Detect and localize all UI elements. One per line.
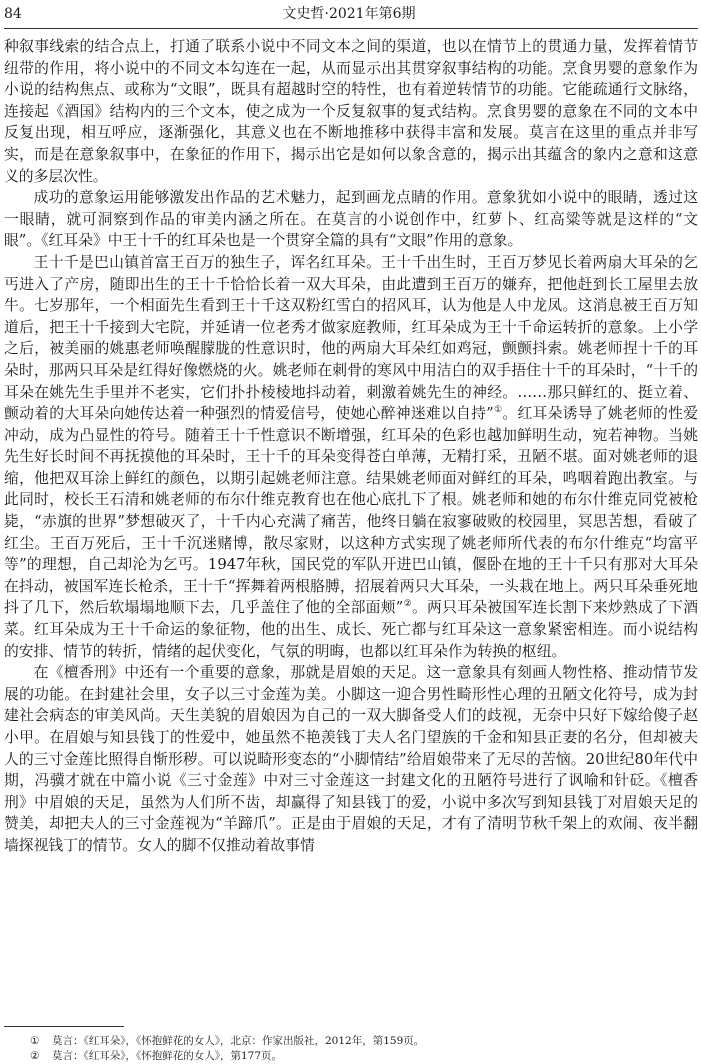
footnote-rule <box>4 1026 124 1027</box>
header-rule <box>4 28 698 29</box>
article-body <box>4 36 698 857</box>
footnote-text: 莫言：《红耳朵》，《怀抱鲜花的女人》，北京：作家出版社，2012年，第159页。 <box>52 1035 425 1047</box>
paragraph-text: 成功的意象运用能够激发出作品的艺术魅力，起到画龙点睛的作用。意象犹如小说中的眼睛，透过这一眼睛，就可洞察到作品的审美内涵之所在。在莫言的小说创作中，红萝卜、红高粱等就是这样的“文眼”。《红耳朵》中王十千的红耳朵也是一个贯穿全篇的具有“文眼”作用的意象。 <box>4 189 698 250</box>
footnote-mark: ② <box>30 1050 40 1062</box>
paragraph-text: 。两只耳朵被国军连长割下来炒熟成了下酒菜。红耳朵成为王十千命运的象征物，他的出生、成长、死亡都与红耳朵这一意象紧密相连。而小说结构的安排、情节的转折，情绪的起伏变化，气氛的明晦，也都以红耳朵作为转换的枢纽。 <box>4 599 698 660</box>
footnote-1 <box>30 1034 690 1049</box>
paragraph-4 <box>4 662 698 856</box>
paragraph-text: 。红耳朵诱导了姚老师的性爱冲动，成为凸显性的符号。随着王十千性意识不断增强，红耳朵的色彩也越加鲜明生动，宛若神物。当姚先生好长时间不再抚摸他的耳朵时，王十千的耳朵变得苍白单薄，无精打采，丑陋不堪。面对姚老师的退缩，他把双耳涂上鲜红的颜色，以期引起姚老师注意。结果姚老师面对鲜红的耳朵，鸣咽着跑出教室。与此同时，校长王石清和姚老师的布尔什维克教育也在他心底扎下了根。姚老师和她的布尔什维克同党被枪毙，“赤旗的世界”梦想破灭了，十千内心充满了痛苦，他终日躺在寂寥破败的校园里，冥思苦想，看破了红尘。王百万死后，王十千沉迷赌博，散尽家财，以这种方式实现了姚老师所代表的布尔什维克“均富平等”的理想，自己却沦为乞丐。1947年秋，国民党的军队开进巴山镇，偃卧在地的王十千只有那对大耳朵在抖动，被国军连长枪杀，王十千“挥舞着两根胳膊，招展着两只大耳朵，一头栽在地上。两只耳朵垂死地抖了几下，然后软塌塌地顺下去，几乎盖住了他的全部面颊” <box>4 405 698 617</box>
paragraph-text: 王十千是巴山镇首富王百万的独生子，诨名红耳朵。王十千出生时，王百万梦见长着两扇大耳朵的乞丐进入了产房，随即出生的王十千恰恰长着一双大耳朵，由此遭到王百万的嫌弃，把他赶到长工屋里去放牛。七岁那年，一个相面先生看到王十千这双粉红雪白的招风耳，认为他是人中龙凤。这消息被王百万知道后，把王十千接到大宅院，并延请一位老秀才做家庭教师，红耳朵成为王十千命运转折的意象。上小学之后，被美丽的姚惠老师唤醒朦胧的性意识时，他的两扇大耳朵红如鸡冠，颤颤抖索。姚老师捏十千的耳朵时，那两只耳朵是红得好像燃烧的火。姚老师在刺骨的寒风中用洁白的双手捂住十千的耳朵时，“十千的耳朵在姚先生手里并不老实，它们扑扑棱棱地抖动着，刺激着姚先生的神经。……那只鲜红的、挺立着、颤动着的大耳朵向她传达着一种强烈的情爱信号，使她心醉神迷难以自持” <box>4 253 698 423</box>
page-number: 84 <box>4 6 22 22</box>
footnote-2 <box>30 1049 690 1064</box>
footnote-ref-2[interactable]: ② <box>403 599 412 610</box>
paragraph-text: 种叙事线索的结合点上，打通了联系小说中不同文本之间的渠道，也以在情节上的贯通力量，发挥着情节纽带的作用，将小说中的不同文本勾连在一起，从而显示出其贯穿叙事结构的功能。烹食男婴的意象作为小说的结构焦点、或称为“文眼”，既具有超越时空的特性，也有着逆转情节的功能。它能疏通行文脉络，连接起《酒国》结构内的三个文本，使之成为一个反复叙事的复式结构。烹食男婴的意象在不同的文本中反复出现，相互呼应，逐渐强化，其意义也在不断地推移中获得丰富和发展。莫言在这里的重点并非写实，而是在意象叙事中，在象征的作用下，揭示出它是如何以象含意的，揭示出其蕴含的象内之意和这意义的多层次性。 <box>4 38 698 185</box>
journal-title: 文史哲·2021年第6期 <box>282 6 416 22</box>
paragraph-2 <box>4 187 698 252</box>
footnote-mark: ① <box>30 1035 40 1047</box>
paragraph-text: 在《檀香刑》中还有一个重要的意象，那就是眉娘的天足。这一意象具有刻画人物性格、推动情节发展的功能。在封建社会里，女子以三寸金莲为美。小脚这一迎合男性畸形性心理的丑陋文化符号，成为封建社会病态的审美风尚。天生美貌的眉娘因为自己的一双大脚备受人们的歧视，无奈中只好下嫁给傻子赵小甲。在眉娘与知县钱丁的性爱中，她虽然不艳羡钱丁夫人名门望族的千金和知县正妻的名分，但却被夫人的三寸金莲比照得自惭形秽。可以说畸形变态的“小脚情结”给眉娘带来了无尽的苦恼。20世纪80年代中期，冯骥才就在中篇小说《三寸金莲》中对三寸金莲这一封建文化的丑陋符号进行了讽喻和针砭。《檀香刑》中眉娘的天足，虽然为人们所不齿，却赢得了知县钱丁的爱，小说中多次写到知县钱丁对眉娘天足的赞美，却把夫人的三寸金莲视为“羊蹄爪”。正是由于眉娘的天足，才有了清明节秋千架上的欢闹、夜半翻墙探视钱丁的情节。女人的脚不仅推动着故事情 <box>4 664 698 854</box>
running-header <box>4 4 694 24</box>
footnotes <box>30 1034 690 1064</box>
footnote-text: 莫言：《红耳朵》，《怀抱鲜花的女人》，第177页。 <box>52 1050 283 1062</box>
footnote-ref-1[interactable]: ① <box>493 405 503 416</box>
paragraph-1 <box>4 36 698 187</box>
paragraph-3 <box>4 252 698 662</box>
